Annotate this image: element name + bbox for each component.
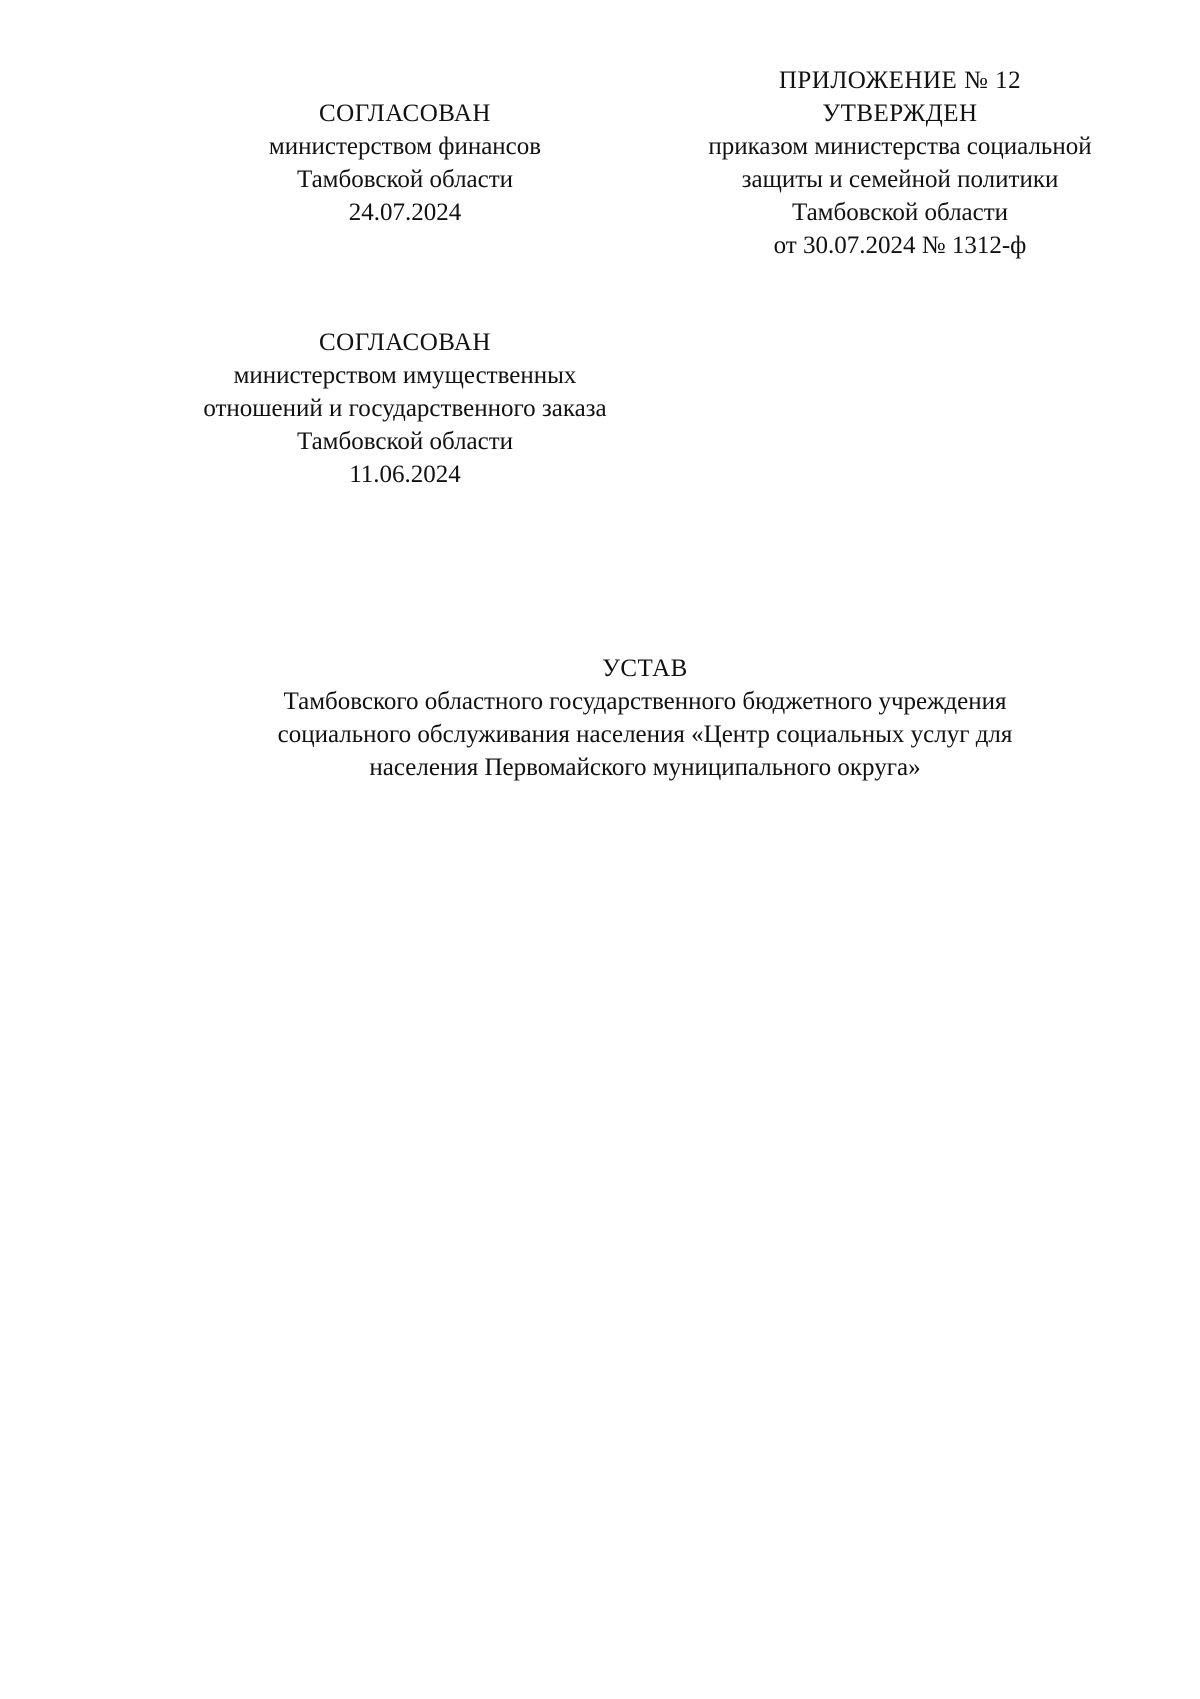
agreement-finance-date: 24.07.2024	[348, 199, 462, 226]
charter-subtitle-line: населения Первомайского муниципального округа»	[369, 754, 921, 781]
approval-status: УТВЕРЖДЕН	[822, 100, 978, 127]
agreement-property-line: Тамбовской области	[296, 428, 514, 455]
approval-line: защиты и семейной политики	[741, 166, 1059, 193]
charter-subtitle-line: Тамбовского областного государственного бюджетного учреждения	[283, 688, 1007, 715]
agreement-finance-block	[205, 97, 605, 229]
agreement-finance-line: министерством финансов	[268, 133, 542, 160]
agreement-property-block	[155, 326, 655, 491]
approval-line: Тамбовской области	[791, 199, 1009, 226]
charter-title-block	[150, 652, 1140, 784]
agreement-finance-status: СОГЛАСОВАН	[318, 100, 491, 127]
charter-title: УСТАВ	[602, 655, 688, 682]
agreement-property-line: министерством имущественных	[233, 362, 577, 389]
approval-order-date: от 30.07.2024 № 1312-ф	[773, 232, 1027, 259]
agreement-finance-line: Тамбовской области	[296, 166, 514, 193]
approval-line: приказом министерства социальной	[708, 133, 1092, 160]
agreement-property-line: отношений и государственного заказа	[203, 395, 607, 422]
appendix-number: ПРИЛОЖЕНИЕ № 12	[778, 67, 1022, 94]
approval-block	[640, 64, 1160, 262]
agreement-property-status: СОГЛАСОВАН	[318, 329, 491, 356]
charter-subtitle-line: социального обслуживания населения «Центр социальных услуг для	[277, 721, 1013, 748]
agreement-property-date: 11.06.2024	[349, 461, 461, 488]
